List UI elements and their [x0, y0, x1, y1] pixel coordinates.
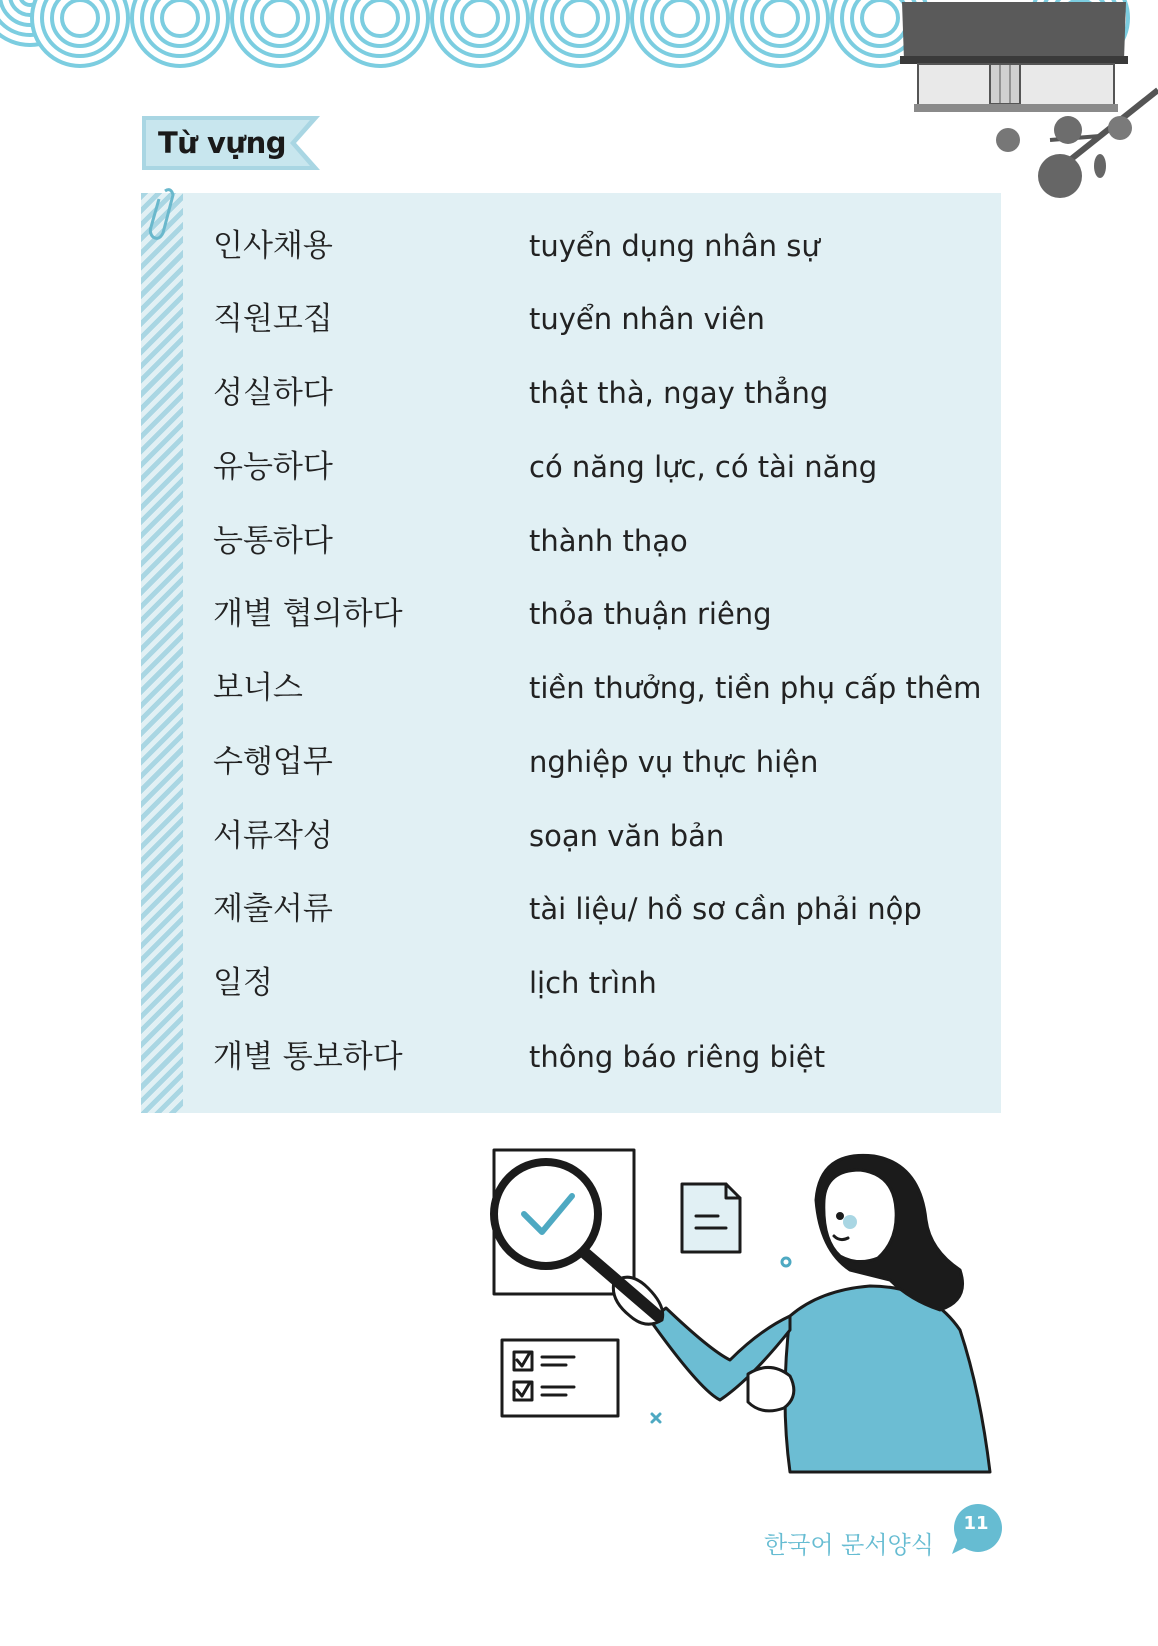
vietnamese-meaning: tài liệu/ hồ sơ cần phải nộp — [529, 892, 922, 926]
vocab-row — [141, 437, 1001, 497]
vocabulary-box — [141, 193, 1001, 1113]
korean-term: 개별 통보하다 — [213, 1039, 403, 1075]
korean-term: 제출서류 — [213, 891, 333, 927]
korean-term: 서류작성 — [213, 818, 333, 854]
vietnamese-meaning: thành thạo — [529, 524, 688, 558]
vocab-row — [141, 289, 1001, 349]
footer-book-title: 한국어 문서양식 — [764, 1531, 934, 1559]
vietnamese-meaning: tuyển dụng nhân sự — [529, 229, 820, 263]
vocab-row — [141, 511, 1001, 571]
vocab-row — [141, 732, 1001, 792]
vocab-row — [141, 1027, 1001, 1087]
vocabulary-list — [141, 193, 1001, 1113]
korean-term: 인사채용 — [213, 228, 333, 264]
vietnamese-meaning: soạn văn bản — [529, 819, 725, 853]
korean-term: 능통하다 — [213, 523, 333, 559]
vietnamese-meaning: có năng lực, có tài năng — [529, 450, 878, 484]
vocab-row — [141, 584, 1001, 644]
vietnamese-meaning: thật thà, ngay thẳng — [529, 376, 829, 410]
korean-term: 수행업무 — [213, 744, 333, 780]
vocab-row — [141, 806, 1001, 866]
page-number: 11 — [963, 1513, 989, 1534]
vietnamese-meaning: thỏa thuận riêng — [529, 597, 772, 631]
korean-term: 직원모집 — [213, 301, 333, 337]
vietnamese-meaning: nghiệp vụ thực hiện — [529, 745, 819, 779]
vocab-row — [141, 658, 1001, 718]
section-title-tag — [142, 116, 320, 170]
vocab-row — [141, 953, 1001, 1013]
korean-term: 보너스 — [213, 670, 303, 706]
vocab-row — [141, 879, 1001, 939]
vietnamese-meaning: thông báo riêng biệt — [529, 1040, 826, 1074]
vietnamese-meaning: lịch trình — [529, 966, 657, 1000]
vocab-row — [141, 363, 1001, 423]
vietnamese-meaning: tuyển nhân viên — [529, 302, 765, 336]
document-review-illustration — [490, 1140, 1010, 1480]
korean-term: 일정 — [213, 965, 273, 1001]
vocab-row — [141, 216, 1001, 276]
vietnamese-meaning: tiền thưởng, tiền phụ cấp thêm — [529, 671, 982, 705]
korean-term: 개별 협의하다 — [213, 596, 403, 632]
hanok-house-illustration — [900, 0, 1158, 210]
korean-term: 성실하다 — [213, 375, 333, 411]
korean-term: 유능하다 — [213, 449, 333, 485]
section-title: Từ vựng — [158, 126, 286, 160]
